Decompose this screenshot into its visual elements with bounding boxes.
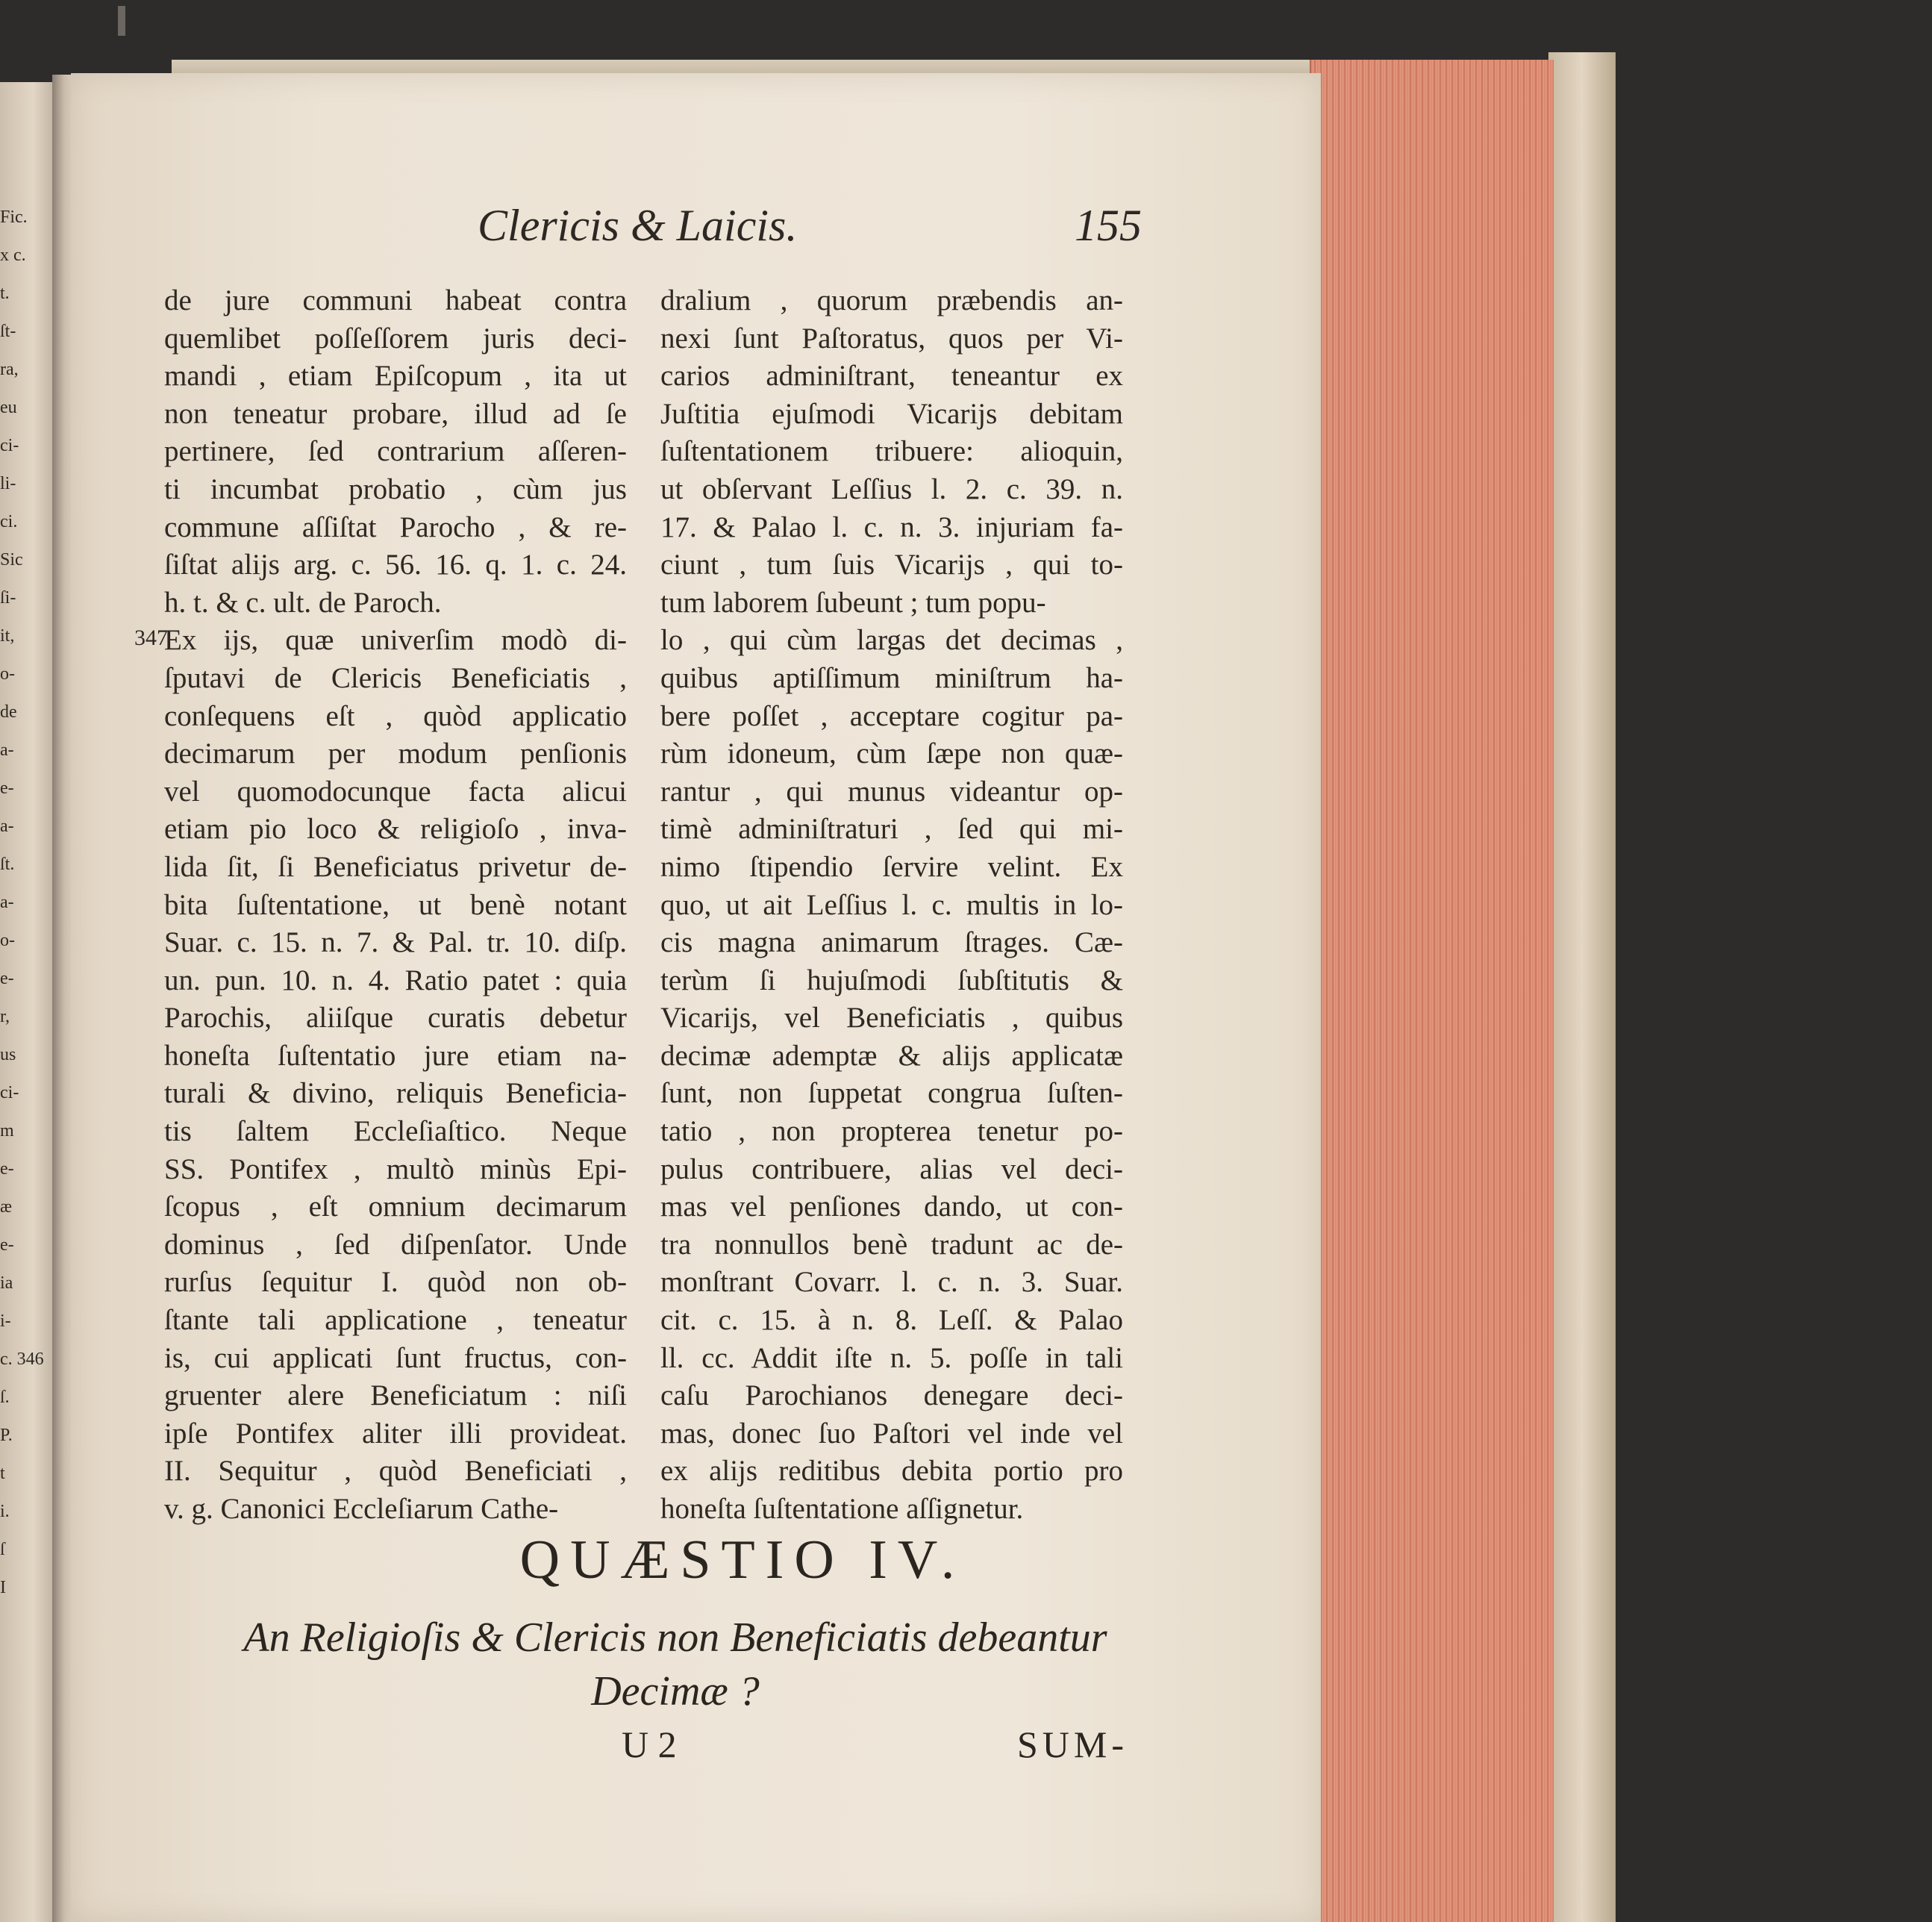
text-line: II. Sequitur , quòd Beneficiati ,	[164, 1455, 627, 1488]
margin-fragment: ra,	[0, 361, 19, 378]
text-line: 17. & Palao l. c. n. 3. injuriam fa-	[660, 511, 1123, 543]
margin-fragment: m	[0, 1123, 14, 1139]
text-line: Suar. c. 15. n. 7. & Pal. tr. 10. diſp.	[164, 926, 627, 959]
text-line: caſu Parochianos denegare deci-	[660, 1379, 1123, 1412]
text-line: quemlibet poſſeſſorem juris deci-	[164, 322, 627, 355]
text-line: Juſtitia ejuſmodi Vicarijs debitam	[660, 397, 1123, 430]
red-fore-edge	[1310, 60, 1554, 1922]
text-line: ex alijs reditibus debita portio pro	[660, 1455, 1123, 1488]
text-line: non teneatur probare, illud ad ſe	[164, 397, 627, 430]
ruler-mark	[118, 6, 125, 36]
text-line: mas, donec ſuo Paſtori vel inde vel	[660, 1417, 1123, 1450]
text-line: v. g. Canonici Eccleſiarum Cathe-	[164, 1493, 559, 1525]
text-line: tra nonnullos benè tradunt ac de-	[660, 1228, 1123, 1261]
text-line: tis ſaltem Eccleſiaſtico. Neque	[164, 1115, 627, 1148]
text-column-left	[164, 282, 627, 1529]
margin-fragment: ci-	[0, 437, 19, 454]
margin-fragment: it,	[0, 628, 15, 644]
margin-fragment: e-	[0, 1161, 14, 1177]
margin-fragment: t.	[0, 285, 10, 302]
text-line: carios adminiſtrant, teneantur ex	[660, 360, 1123, 393]
text-line: commune aſſiſtat Parocho , & re-	[164, 511, 627, 543]
running-head: Clericis & Laicis.	[478, 201, 798, 250]
text-line: terùm ſi hujuſmodi ſubſtitutis &	[660, 964, 1123, 996]
text-line: monſtrant Covarr. l. c. n. 3. Suar.	[660, 1266, 1123, 1299]
text-line: h. t. & c. ult. de Paroch.	[164, 586, 442, 619]
text-line: pulus contribuere, alias vel deci-	[660, 1152, 1123, 1185]
margin-fragment: ci.	[0, 514, 18, 530]
margin-fragment: ſt-	[0, 323, 16, 340]
question-title: QUÆSTIO IV.	[519, 1529, 966, 1591]
text-line: decimæ ademptæ & alijs applicatæ	[660, 1039, 1123, 1072]
text-line: lo , qui cùm largas det decimas ,	[660, 624, 1123, 657]
text-line: conſequens eſt , quòd applicatio	[164, 699, 627, 732]
margin-fragment: e-	[0, 1237, 14, 1253]
text-line: bere poſſet , acceptare cogitur pa-	[660, 699, 1123, 732]
margin-fragment: ſ.	[0, 1389, 10, 1405]
catchword: SUM-	[1017, 1723, 1129, 1765]
text-line: ſputavi de Clericis Beneficiatis ,	[164, 661, 627, 694]
margin-fragment: ci-	[0, 1085, 19, 1101]
text-line: ſtante tali applicatione , teneatur	[164, 1304, 627, 1337]
text-line: dralium , quorum præbendis an-	[660, 284, 1123, 316]
margin-fragment: I	[0, 1579, 6, 1596]
margin-fragment: i-	[0, 1313, 11, 1329]
margin-fragment: li-	[0, 475, 16, 492]
text-line: rantur , qui munus videantur op-	[660, 775, 1123, 808]
text-line: cit. c. 15. à n. 8. Leſſ. & Palao	[660, 1304, 1123, 1337]
margin-fragment: o-	[0, 666, 15, 682]
text-line: etiam pio loco & religioſo , inva-	[164, 813, 627, 846]
question-subtitle: An Religioſis & Clericis non Beneficiatis debeantur Decimæ ?	[243, 1614, 1107, 1714]
paragraph-number: 347	[134, 625, 168, 650]
text-line: quibus aptiſſimum miniſtrum ha-	[660, 661, 1123, 694]
margin-fragment: r,	[0, 1008, 10, 1025]
text-line: nexi ſunt Paſtoratus, quos per Vi-	[660, 322, 1123, 355]
margin-fragment: æ	[0, 1199, 13, 1215]
text-line: Parochis, aliiſque curatis debetur	[164, 1002, 627, 1035]
margin-fragment: e-	[0, 970, 14, 987]
text-line: nimo ſtipendio ſervire velint. Ex	[660, 850, 1123, 883]
text-line: timè adminiſtraturi , ſed qui mi-	[660, 813, 1123, 846]
margin-fragment: P.	[0, 1427, 13, 1444]
text-line: decimarum per modum penſionis	[164, 737, 627, 770]
margin-fragment: us	[0, 1046, 16, 1063]
right-page	[71, 73, 1321, 1922]
text-line: ciunt , tum ſuis Vicarijs , qui to-	[660, 549, 1123, 581]
margin-fragment: ia	[0, 1275, 13, 1291]
margin-fragment: ſ	[0, 1541, 5, 1558]
text-line: un. pun. 10. n. 4. Ratio patet : quia	[164, 964, 627, 996]
margin-fragment: ſi-	[0, 590, 16, 606]
text-line: pertinere, ſed contrarium aſſeren-	[164, 435, 627, 468]
text-line: ſunt, non ſuppetat congrua ſuſten-	[660, 1077, 1123, 1110]
margin-fragment: Fic.	[0, 209, 28, 225]
text-line: Vicarijs, vel Beneficiatis , quibus	[660, 1002, 1123, 1035]
margin-fragment: x c.	[0, 247, 26, 263]
margin-fragment: a-	[0, 894, 14, 911]
text-line: ut obſervant Leſſius l. 2. c. 39. n.	[660, 472, 1123, 505]
margin-fragment: t	[0, 1465, 5, 1482]
book-cover-edge	[1548, 52, 1616, 1922]
text-line: rùm idoneum, cùm ſæpe non quæ-	[660, 737, 1123, 770]
text-line: cis magna animarum ſtrages. Cæ-	[660, 926, 1123, 959]
margin-fragment: c. 346	[0, 1351, 44, 1367]
text-line: quo, ut ait Leſſius l. c. multis in lo-	[660, 888, 1123, 921]
text-line: tatio , non propterea tenetur po-	[660, 1115, 1123, 1148]
margin-fragment: de	[0, 704, 17, 720]
margin-fragment: a-	[0, 818, 14, 834]
page-number: 155	[1075, 201, 1142, 250]
text-line: de jure communi habeat contra	[164, 284, 627, 316]
margin-fragment: ſt.	[0, 856, 15, 873]
margin-fragment: o-	[0, 932, 15, 949]
margin-fragment: a-	[0, 742, 14, 758]
text-line: mandi , etiam Epiſcopum , ita ut	[164, 360, 627, 393]
text-line: honeſta ſuſtentatione aſſignetur.	[660, 1493, 1024, 1525]
text-line: gruenter alere Beneficiatum : niſi	[164, 1379, 627, 1412]
signature-mark: U 2	[622, 1723, 677, 1765]
text-line: ipſe Pontifex aliter illi provideat.	[164, 1417, 627, 1450]
text-line: lida ſit, ſi Beneficiatus privetur de-	[164, 850, 627, 883]
left-page-edge	[0, 82, 60, 1922]
text-line: bita ſuſtentatione, ut benè notant	[164, 888, 627, 921]
margin-fragment: eu	[0, 399, 17, 416]
margin-fragment: e-	[0, 780, 14, 796]
text-line: ll. cc. Addit iſte n. 5. poſſe in tali	[660, 1341, 1123, 1374]
text-line: turali & divino, reliquis Beneficia-	[164, 1077, 627, 1110]
text-line: vel quomodocunque facta alicui	[164, 775, 627, 808]
text-line: tum laborem ſubeunt ; tum popu-	[660, 586, 1046, 619]
text-line: ſiſtat alijs arg. c. 56. 16. q. 1. c. 24.	[164, 549, 627, 581]
text-line: ſcopus , eſt omnium decimarum	[164, 1191, 627, 1223]
text-line: ti incumbat probatio , cùm jus	[164, 472, 627, 505]
margin-fragment: i.	[0, 1503, 10, 1520]
text-line: mas vel penſiones dando, ut con-	[660, 1191, 1123, 1223]
text-line: Ex ijs, quæ univerſim modò di-	[164, 624, 627, 657]
text-line: is, cui applicati ſunt fructus, con-	[164, 1341, 627, 1374]
text-line: honeſta ſuſtentatio jure etiam na-	[164, 1039, 627, 1072]
text-column-right	[660, 282, 1123, 1529]
margin-fragment: Sic	[0, 552, 23, 568]
text-line: dominus , ſed diſpenſator. Unde	[164, 1228, 627, 1261]
text-line: ſuſtentationem tribuere: alioquin,	[660, 435, 1123, 468]
text-line: rurſus ſequitur I. quòd non ob-	[164, 1266, 627, 1299]
text-line: SS. Pontifex , multò minùs Epi-	[164, 1152, 627, 1185]
